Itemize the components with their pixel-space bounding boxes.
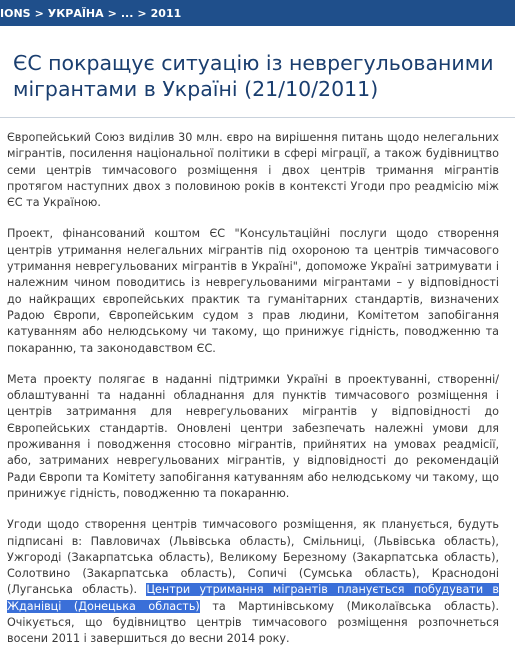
- article-paragraph: Мета проекту полягає в наданні підтримки Україні в проектуванні, створенні/ облаштуванні та наданні обладнання для пунктів тимчасового розміщення і центрів затримання для неврегульованих мігрантів у відповідності до Європейських стандартів. Оновлені центри забезпечать належні умови для проживання і поводження стосовно мігрантів, прийнятих на умовах реадмісії, або, затриманих неврегульованих мігрантів, у відповідності до рекомендацій Ради Європи та Комітету запобігання катуванням або нелюдському чи такому, що принижує гідність, поводженню та покаранню.: [7, 372, 499, 500]
- breadcrumb-item-ellipsis[interactable]: ...: [120, 6, 134, 20]
- article-paragraph: Проект, фінансований коштом ЄС "Консультаційні послуги щодо створення центрів утримання нелегальних мігрантів під охороною та центрів тимчасового утримання неврегульованих мігрантів в Україні", допоможе Україні затримувати і належним чином поводитись із неврегульованими мігрантами – у відповідності до найкращих європейських практик та гуманітарних стандартів, визначених Радою Європи, Європейським судом з прав людини, Комітетом запобігання катуванням або нелюдському чи такому, що принижує гідність, поводженню та покаранню, та законодавством ЄС.: [7, 227, 499, 355]
- article-paragraph-last: [7, 517, 499, 647]
- selected-text[interactable]: Центри утримання мігрантів планується побудувати в Жданівці (Донецька область): [7, 583, 499, 613]
- breadcrumb-separator: >: [34, 6, 44, 20]
- breadcrumb-item-ukraine[interactable]: УКРАЇНА: [47, 6, 104, 20]
- page-title: ЄС покращує ситуацію із неврегульованими мігрантами в Україні (21/10/2011): [13, 51, 494, 101]
- article-body: [7, 130, 499, 663]
- breadcrumb-item-current: 2011: [150, 6, 182, 20]
- text-segment: та Мартинівському (Миколаївська область). Очікується, що будівництво центрів тимчасового розміщення розпочнеться восени 2011 і завершиться до весни 2014 року.: [7, 599, 499, 646]
- text-segment: Угоди щодо створення центрів тимчасового розміщення, як планується, будуть підписані в: Павловичах (Львівська область), Смільниці, (Львівська область), Ужгороді (Закарпатська область), Великому Березному (Закарпатська область), Солотвино (Закарпатська область), Сопичі (Сумська область), Краснодоні (Луганська область).: [7, 518, 499, 597]
- breadcrumb-item-ions[interactable]: IONS: [0, 6, 31, 20]
- breadcrumb-separator: >: [107, 6, 117, 20]
- breadcrumb-separator: >: [137, 6, 147, 20]
- breadcrumb: [0, 0, 515, 26]
- article-paragraph: Європейський Союз виділив 30 млн. євро на вирішення питань щодо нелегальних мігрантів, посилення національної політики в сфері міграції, а також будівництво семи центрів тимчасового розміщення і двох центрів тримання мігрантів протягом наступних двох з половиною років в контексті Угоди про реадмісію між ЄС та Україною.: [7, 131, 499, 210]
- title-divider: [0, 117, 515, 118]
